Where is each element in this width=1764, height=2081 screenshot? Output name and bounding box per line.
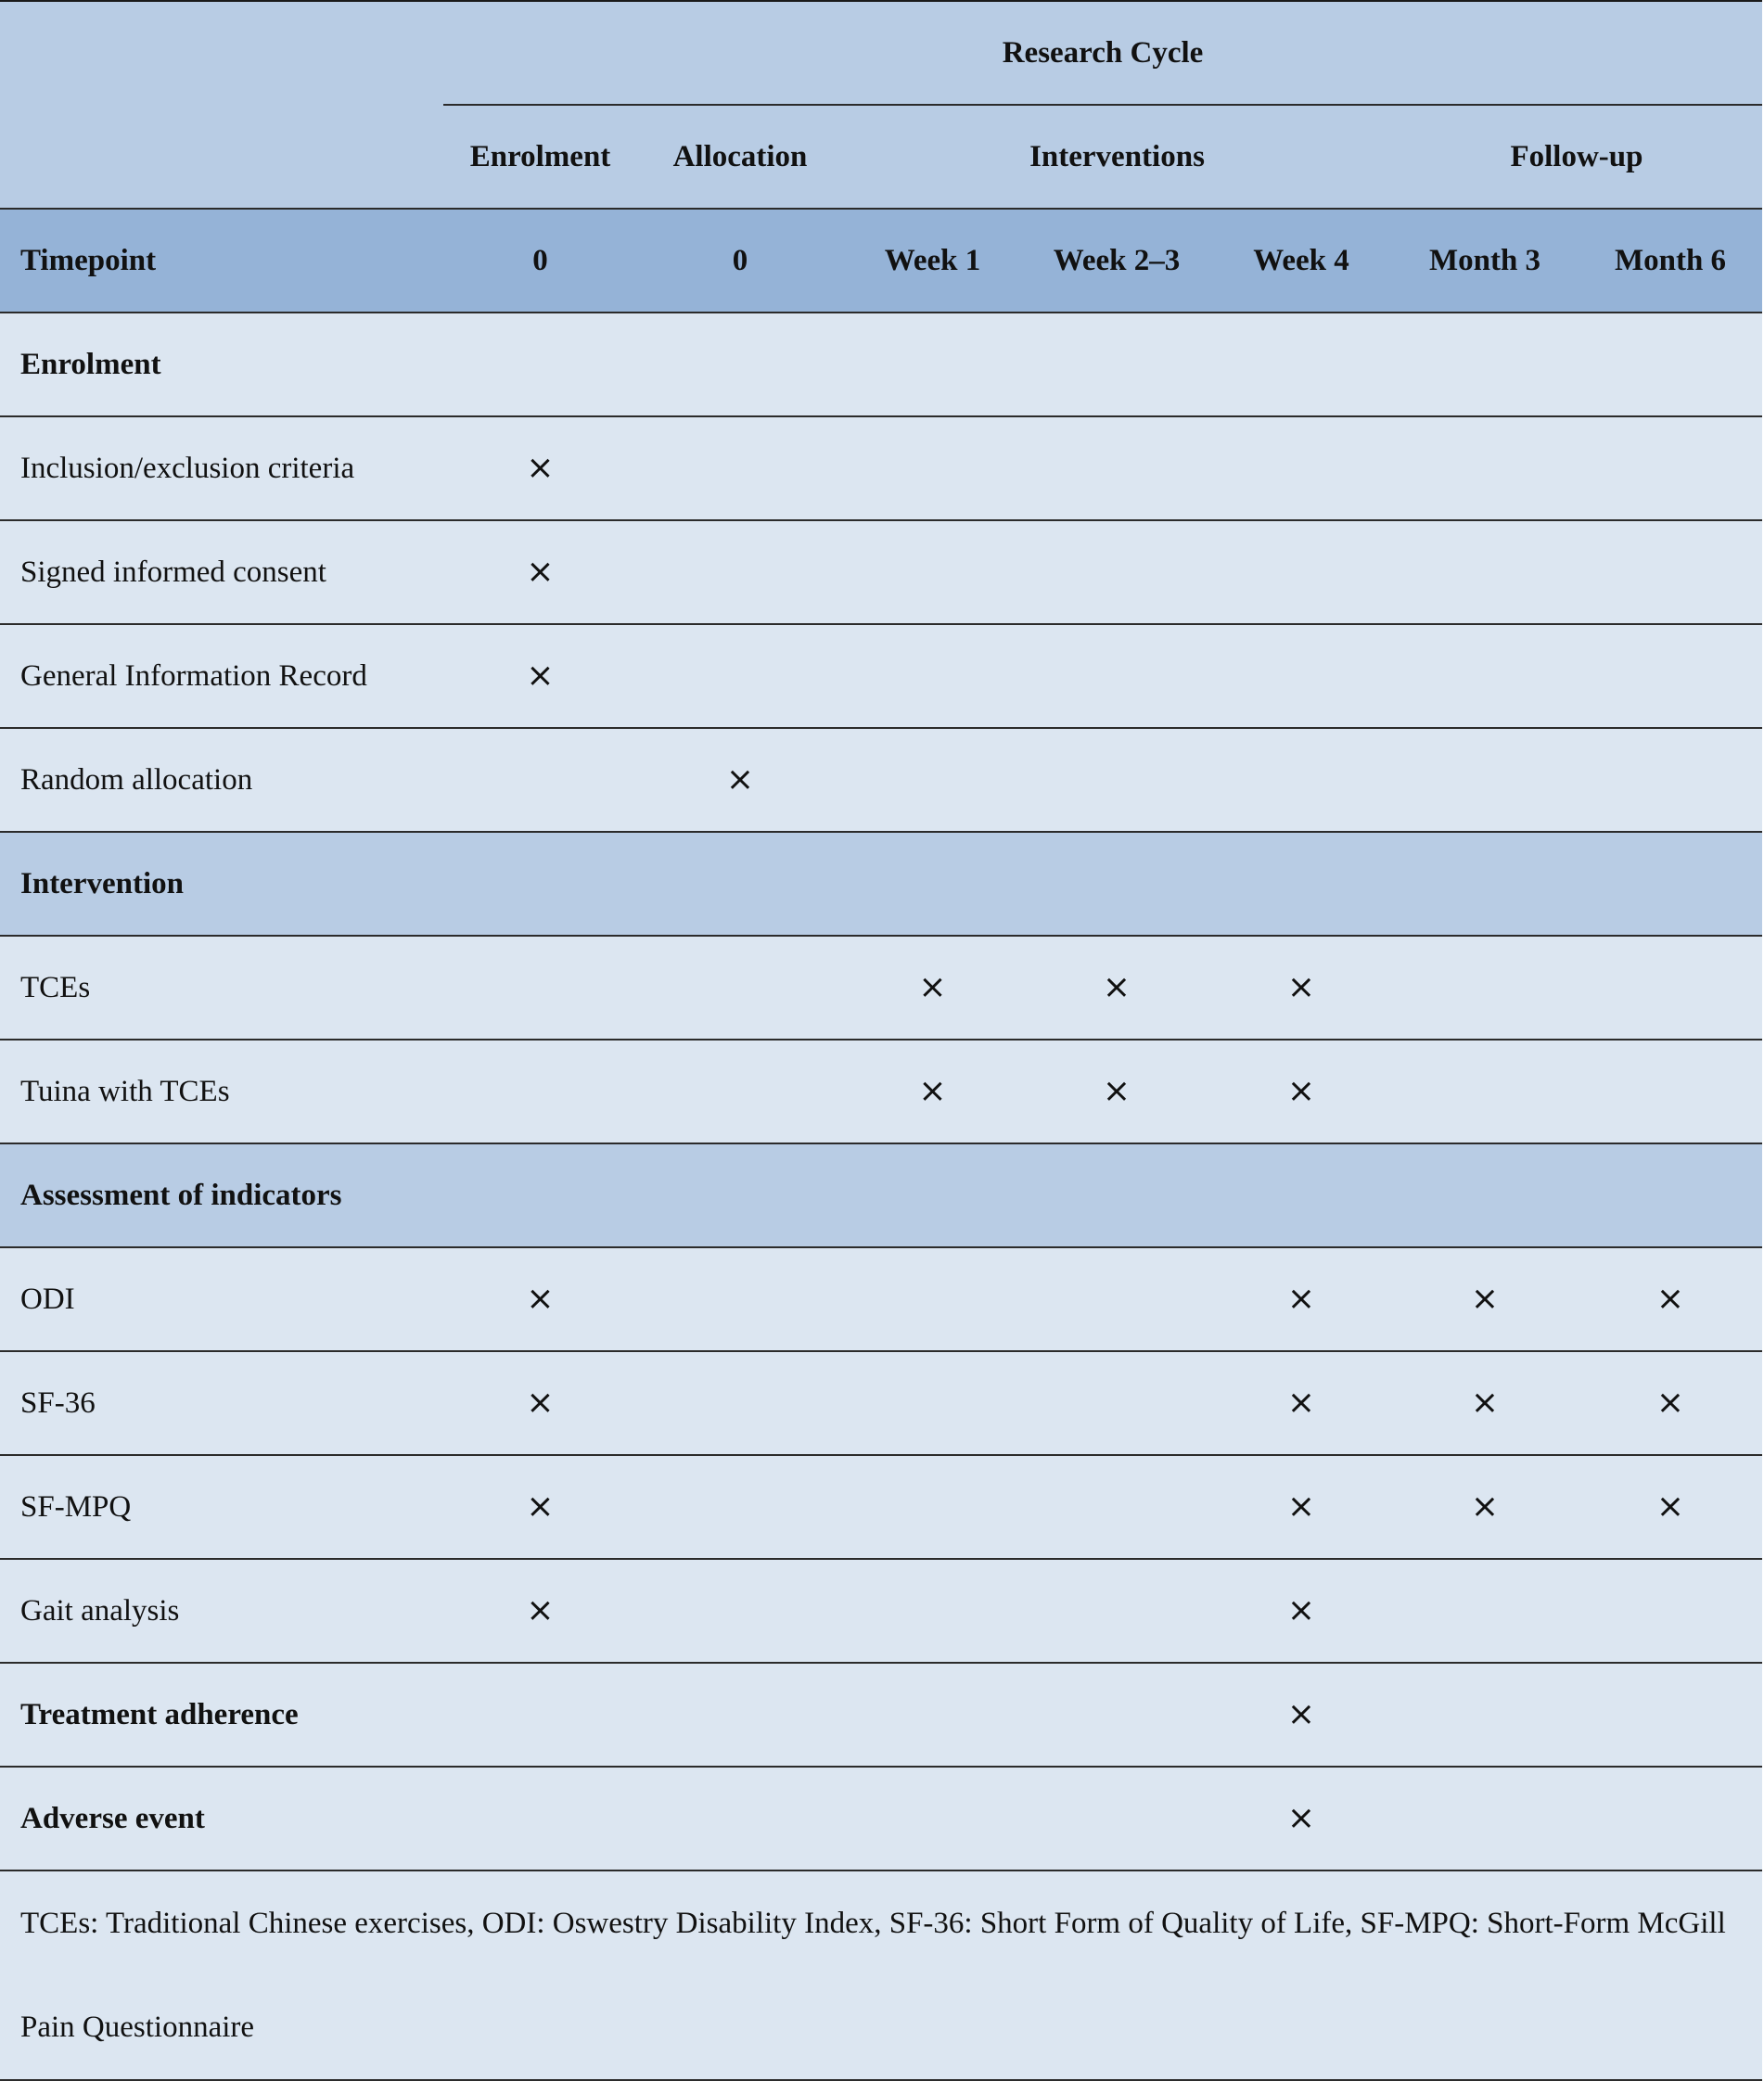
- timepoint-header: Week 2–3: [1022, 209, 1211, 313]
- x-mark-icon: ×: [1579, 1351, 1762, 1455]
- empty-cell: [843, 1143, 1022, 1247]
- empty-cell: [1022, 1455, 1211, 1559]
- x-mark-icon: ×: [443, 1351, 637, 1455]
- x-mark-icon: ×: [1391, 1351, 1579, 1455]
- x-mark-icon: ×: [1211, 1767, 1391, 1870]
- empty-cell: [1391, 1767, 1579, 1870]
- timepoint-header: Week 1: [843, 209, 1022, 313]
- table-row: [0, 1247, 1762, 1351]
- row-label: Gait analysis: [0, 1559, 443, 1663]
- empty-cell: [637, 1767, 843, 1870]
- empty-cell: [843, 1351, 1022, 1455]
- timepoint-header: Month 6: [1579, 209, 1762, 313]
- timepoint-header: Week 4: [1211, 209, 1391, 313]
- x-mark-icon: ×: [443, 624, 637, 728]
- empty-cell: [843, 416, 1022, 520]
- empty-cell: [1022, 624, 1211, 728]
- row-label: Treatment adherence: [0, 1663, 443, 1767]
- empty-cell: [637, 313, 843, 416]
- x-mark-icon: ×: [1579, 1455, 1762, 1559]
- empty-cell: [1022, 416, 1211, 520]
- section-row: [0, 1143, 1762, 1247]
- empty-cell: [1391, 832, 1579, 936]
- empty-cell: [443, 728, 637, 832]
- empty-cell: [843, 728, 1022, 832]
- x-mark-icon: ×: [1211, 1247, 1391, 1351]
- empty-cell: [1391, 1040, 1579, 1143]
- table-row: [0, 1455, 1762, 1559]
- empty-cell: [637, 520, 843, 624]
- row-label: SF-MPQ: [0, 1455, 443, 1559]
- empty-cell: [443, 832, 637, 936]
- x-mark-icon: ×: [1022, 936, 1211, 1040]
- x-mark-icon: ×: [443, 416, 637, 520]
- x-mark-icon: ×: [1211, 1663, 1391, 1767]
- timepoint-header: Month 3: [1391, 209, 1579, 313]
- empty-cell: [1579, 313, 1762, 416]
- empty-cell: [1579, 416, 1762, 520]
- empty-cell: [843, 520, 1022, 624]
- empty-cell: [637, 624, 843, 728]
- row-label: Inclusion/exclusion criteria: [0, 416, 443, 520]
- empty-cell: [1022, 313, 1211, 416]
- row-label: ODI: [0, 1247, 443, 1351]
- x-mark-icon: ×: [443, 1247, 637, 1351]
- footnote-row: [0, 1870, 1762, 2080]
- empty-cell: [1579, 832, 1762, 936]
- header-row-research-cycle: [0, 1, 1762, 105]
- empty-cell: [443, 1767, 637, 1870]
- phase-enrolment-header: Enrolment: [443, 105, 637, 209]
- empty-cell: [1391, 1663, 1579, 1767]
- footnote: TCEs: Traditional Chinese exercises, ODI: Oswestry Disability Index, SF-36: Short Form of Quality of Life, SF-MPQ: Short-Form McGill Pain Questionnaire: [0, 1870, 1762, 2080]
- empty-cell: [443, 1143, 637, 1247]
- empty-cell: [1391, 313, 1579, 416]
- empty-cell: [843, 1247, 1022, 1351]
- empty-cell: [443, 1663, 637, 1767]
- empty-cell: [1579, 1767, 1762, 1870]
- empty-cell: [843, 624, 1022, 728]
- empty-cell: [637, 1040, 843, 1143]
- empty-cell: [637, 1143, 843, 1247]
- empty-cell: [1579, 1663, 1762, 1767]
- table-row: [0, 936, 1762, 1040]
- x-mark-icon: ×: [637, 728, 843, 832]
- empty-cell: [843, 1663, 1022, 1767]
- section-label: Enrolment: [0, 313, 443, 416]
- table-row: [0, 1351, 1762, 1455]
- empty-cell: [1391, 728, 1579, 832]
- x-mark-icon: ×: [1022, 1040, 1211, 1143]
- row-label: Tuina with TCEs: [0, 1040, 443, 1143]
- x-mark-icon: ×: [443, 1455, 637, 1559]
- row-label: SF-36: [0, 1351, 443, 1455]
- x-mark-icon: ×: [1211, 1455, 1391, 1559]
- table-row: [0, 1040, 1762, 1143]
- empty-cell: [1579, 728, 1762, 832]
- empty-cell: [843, 832, 1022, 936]
- empty-cell: [637, 936, 843, 1040]
- empty-cell: [1211, 313, 1391, 416]
- section-row: [0, 832, 1762, 936]
- table-row: [0, 1559, 1762, 1663]
- x-mark-icon: ×: [1391, 1455, 1579, 1559]
- empty-cell: [1022, 520, 1211, 624]
- x-mark-icon: ×: [443, 1559, 637, 1663]
- empty-cell: [1579, 624, 1762, 728]
- empty-cell: [1022, 1559, 1211, 1663]
- header-empty-cell: [0, 105, 443, 209]
- empty-cell: [1579, 1559, 1762, 1663]
- empty-cell: [1022, 832, 1211, 936]
- research-cycle-header: Research Cycle: [443, 1, 1762, 105]
- phase-allocation-header: Allocation: [637, 105, 843, 209]
- empty-cell: [843, 1767, 1022, 1870]
- row-label: Adverse event: [0, 1767, 443, 1870]
- header-row-timepoints: [0, 209, 1762, 313]
- empty-cell: [1022, 1663, 1211, 1767]
- empty-cell: [1579, 936, 1762, 1040]
- x-mark-icon: ×: [843, 1040, 1022, 1143]
- empty-cell: [843, 1559, 1022, 1663]
- empty-cell: [1211, 1143, 1391, 1247]
- section-row: [0, 313, 1762, 416]
- table-row: [0, 1663, 1762, 1767]
- empty-cell: [1022, 1143, 1211, 1247]
- section-label: Intervention: [0, 832, 443, 936]
- empty-cell: [1391, 520, 1579, 624]
- phase-follow-up-header: Follow-up: [1391, 105, 1762, 209]
- x-mark-icon: ×: [1579, 1247, 1762, 1351]
- table-row: [0, 520, 1762, 624]
- row-label: Random allocation: [0, 728, 443, 832]
- empty-cell: [1211, 832, 1391, 936]
- section-label: Assessment of indicators: [0, 1143, 443, 1247]
- empty-cell: [637, 1351, 843, 1455]
- empty-cell: [1391, 1143, 1579, 1247]
- x-mark-icon: ×: [843, 936, 1022, 1040]
- row-label: General Information Record: [0, 624, 443, 728]
- schedule-body: [0, 313, 1762, 1870]
- timepoint-label: Timepoint: [0, 209, 443, 313]
- empty-cell: [1579, 520, 1762, 624]
- empty-cell: [443, 936, 637, 1040]
- empty-cell: [443, 1040, 637, 1143]
- empty-cell: [1391, 416, 1579, 520]
- empty-cell: [637, 1247, 843, 1351]
- empty-cell: [1391, 1559, 1579, 1663]
- row-label: Signed informed consent: [0, 520, 443, 624]
- header-empty-cell: [0, 1, 443, 105]
- x-mark-icon: ×: [1391, 1247, 1579, 1351]
- x-mark-icon: ×: [1211, 1351, 1391, 1455]
- x-mark-icon: ×: [1211, 1040, 1391, 1143]
- empty-cell: [637, 1559, 843, 1663]
- table-row: [0, 728, 1762, 832]
- phase-interventions-header: Interventions: [843, 105, 1391, 209]
- empty-cell: [1211, 416, 1391, 520]
- row-label: TCEs: [0, 936, 443, 1040]
- table-row: [0, 416, 1762, 520]
- empty-cell: [1391, 936, 1579, 1040]
- empty-cell: [843, 1455, 1022, 1559]
- x-mark-icon: ×: [443, 520, 637, 624]
- table-row: [0, 1767, 1762, 1870]
- empty-cell: [1022, 1767, 1211, 1870]
- header-row-phases: [0, 105, 1762, 209]
- empty-cell: [1579, 1143, 1762, 1247]
- empty-cell: [637, 1663, 843, 1767]
- empty-cell: [1579, 1040, 1762, 1143]
- table-row: [0, 624, 1762, 728]
- empty-cell: [1211, 520, 1391, 624]
- timepoint-header: 0: [443, 209, 637, 313]
- x-mark-icon: ×: [1211, 1559, 1391, 1663]
- empty-cell: [637, 416, 843, 520]
- empty-cell: [1022, 728, 1211, 832]
- empty-cell: [1211, 624, 1391, 728]
- empty-cell: [1022, 1247, 1211, 1351]
- empty-cell: [443, 313, 637, 416]
- empty-cell: [1391, 624, 1579, 728]
- x-mark-icon: ×: [1211, 936, 1391, 1040]
- timepoint-header: 0: [637, 209, 843, 313]
- empty-cell: [637, 832, 843, 936]
- empty-cell: [1022, 1351, 1211, 1455]
- empty-cell: [843, 313, 1022, 416]
- empty-cell: [637, 1455, 843, 1559]
- empty-cell: [1211, 728, 1391, 832]
